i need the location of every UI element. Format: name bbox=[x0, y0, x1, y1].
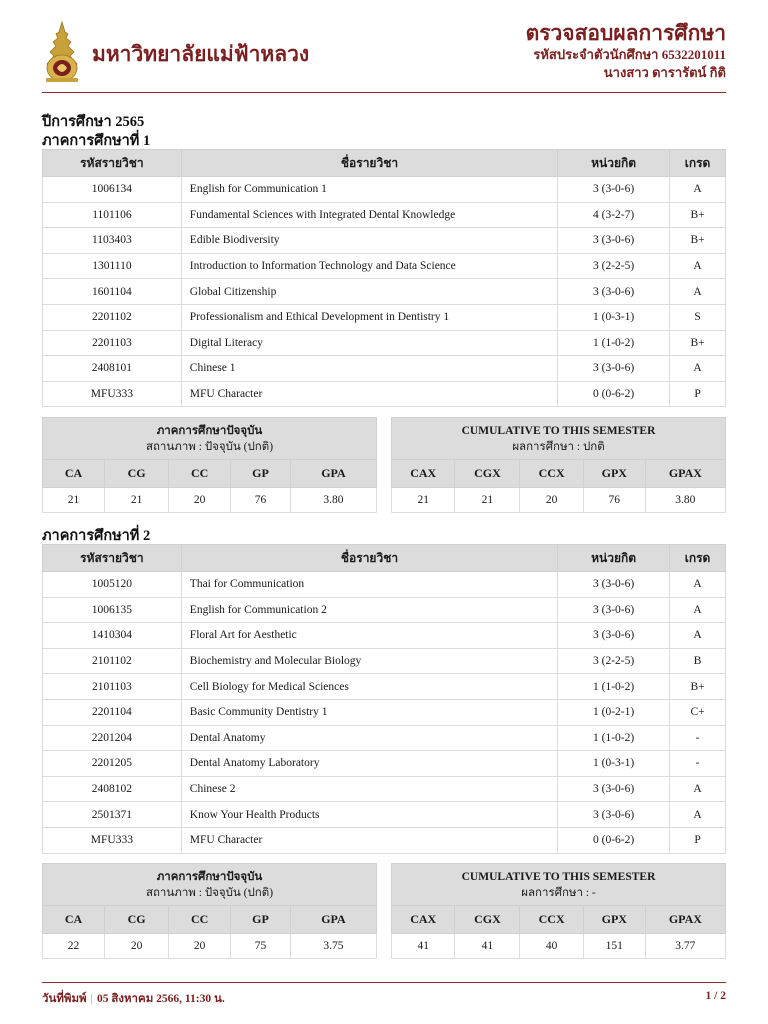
course-grade: - bbox=[670, 751, 726, 777]
summary-value: 22 bbox=[43, 934, 105, 959]
summary-col-header: GP bbox=[231, 460, 291, 488]
table-row bbox=[43, 381, 726, 407]
summary-header bbox=[43, 418, 377, 460]
table-row bbox=[43, 202, 726, 228]
table-row bbox=[43, 725, 726, 751]
semester-1-cumulative-summary bbox=[391, 417, 726, 513]
student-name: นางสาว ดารารัตน์ กิติ bbox=[603, 65, 726, 80]
summary-value: 21 bbox=[455, 488, 520, 513]
table-row bbox=[43, 304, 726, 330]
table-row bbox=[43, 648, 726, 674]
course-code: 1103403 bbox=[43, 228, 182, 254]
course-code: 1101106 bbox=[43, 202, 182, 228]
summary-values-row bbox=[43, 488, 377, 513]
academic-year-heading: ปีการศึกษา 2565 bbox=[42, 114, 145, 130]
summary-value: 75 bbox=[231, 934, 291, 959]
summary-col-header: CAX bbox=[392, 906, 455, 934]
course-code: 1410304 bbox=[43, 623, 182, 649]
semester-1-course-table bbox=[42, 149, 726, 407]
table-row bbox=[43, 177, 726, 203]
course-name: Chinese 1 bbox=[181, 356, 557, 382]
table-row bbox=[43, 776, 726, 802]
summary-col-header: CGX bbox=[455, 906, 520, 934]
footer-separator: | bbox=[90, 993, 93, 1005]
summary-col-header: CA bbox=[43, 460, 105, 488]
summary-status: สถานภาพ : ปัจจุบัน (ปกติ) bbox=[145, 440, 274, 453]
course-name: MFU Character bbox=[181, 827, 557, 853]
summary-col-header: CC bbox=[169, 906, 231, 934]
semester-2-course-table bbox=[42, 544, 726, 854]
print-date-value: 05 สิงหาคม 2566, 11:30 น. bbox=[96, 993, 225, 1005]
summary-title: CUMULATIVE TO THIS SEMESTER bbox=[461, 870, 656, 883]
table-row bbox=[43, 802, 726, 828]
course-grade: S bbox=[670, 304, 726, 330]
summary-col-header: GPX bbox=[583, 460, 645, 488]
summary-value: 21 bbox=[392, 488, 455, 513]
university-name: มหาวิทยาลัยแม่ฟ้าหลวง bbox=[92, 42, 310, 66]
summary-value: 20 bbox=[104, 934, 168, 959]
course-code: 1005120 bbox=[43, 572, 182, 598]
table-row bbox=[43, 330, 726, 356]
summary-value: 3.77 bbox=[645, 934, 725, 959]
course-code: 2201204 bbox=[43, 725, 182, 751]
col-header-code: รหัสรายวิชา bbox=[43, 150, 182, 177]
course-credit: 3 (2-2-5) bbox=[558, 648, 670, 674]
document-title: ตรวจสอบผลการศึกษา bbox=[525, 21, 726, 45]
course-credit: 1 (0-2-1) bbox=[558, 699, 670, 725]
summary-col-header: CC bbox=[169, 460, 231, 488]
course-name: Introduction to Information Technology and Data Science bbox=[181, 253, 557, 279]
summary-title: ภาคการศึกษาปัจจุบัน bbox=[156, 424, 263, 437]
summary-title: ภาคการศึกษาปัจจุบัน bbox=[156, 870, 263, 883]
course-code: 2101103 bbox=[43, 674, 182, 700]
summary-value: 21 bbox=[104, 488, 168, 513]
summary-header bbox=[43, 864, 377, 906]
course-credit: 1 (0-3-1) bbox=[558, 751, 670, 777]
course-code: 1301110 bbox=[43, 253, 182, 279]
course-name: Floral Art for Aesthetic bbox=[181, 623, 557, 649]
course-name: Thai for Communication bbox=[181, 572, 557, 598]
summary-values-row bbox=[392, 934, 726, 959]
summary-col-header: GPAX bbox=[645, 906, 725, 934]
course-code: 2408101 bbox=[43, 356, 182, 382]
table-row bbox=[43, 356, 726, 382]
course-grade: A bbox=[670, 623, 726, 649]
course-code: 1006135 bbox=[43, 597, 182, 623]
course-grade: P bbox=[670, 381, 726, 407]
course-grade: B bbox=[670, 648, 726, 674]
course-grade: - bbox=[670, 725, 726, 751]
table-row bbox=[43, 228, 726, 254]
course-code: 2201205 bbox=[43, 751, 182, 777]
summary-values-row bbox=[392, 488, 726, 513]
course-table-header bbox=[43, 150, 726, 177]
table-row bbox=[43, 674, 726, 700]
summary-value: 20 bbox=[169, 488, 231, 513]
summary-col-header: GP bbox=[231, 906, 291, 934]
course-grade: A bbox=[670, 253, 726, 279]
course-grade: B+ bbox=[670, 330, 726, 356]
summary-status: ผลการศึกษา : ปกติ bbox=[512, 440, 605, 453]
table-row bbox=[43, 751, 726, 777]
course-credit: 3 (3-0-6) bbox=[558, 776, 670, 802]
summary-status: สถานภาพ : ปัจจุบัน (ปกติ) bbox=[145, 886, 274, 899]
col-header-name: ชื่อรายวิชา bbox=[181, 150, 557, 177]
semester-2-heading: ภาคการศึกษาที่ 2 bbox=[42, 528, 151, 544]
summary-value: 20 bbox=[169, 934, 231, 959]
table-row bbox=[43, 572, 726, 598]
table-row bbox=[43, 279, 726, 305]
course-code: 2201102 bbox=[43, 304, 182, 330]
course-grade: B+ bbox=[670, 674, 726, 700]
summary-value: 3.80 bbox=[645, 488, 725, 513]
summary-status: ผลการศึกษา : - bbox=[521, 886, 596, 899]
print-date-line bbox=[42, 990, 225, 1008]
course-credit: 3 (3-0-6) bbox=[558, 623, 670, 649]
course-credit: 4 (3-2-7) bbox=[558, 202, 670, 228]
summary-value: 21 bbox=[43, 488, 105, 513]
course-grade: B+ bbox=[670, 228, 726, 254]
col-header-code: รหัสรายวิชา bbox=[43, 545, 182, 572]
course-name: Dental Anatomy bbox=[181, 725, 557, 751]
summary-col-header: CA bbox=[43, 906, 105, 934]
course-credit: 1 (1-0-2) bbox=[558, 725, 670, 751]
course-code: 1006134 bbox=[43, 177, 182, 203]
summary-value: 3.75 bbox=[290, 934, 376, 959]
semester-1-heading: ภาคการศึกษาที่ 1 bbox=[42, 133, 151, 149]
semester-1-current-summary bbox=[42, 417, 377, 513]
summary-col-header: CGX bbox=[455, 460, 520, 488]
course-code: 2408102 bbox=[43, 776, 182, 802]
university-logo bbox=[40, 20, 84, 84]
summary-value: 76 bbox=[583, 488, 645, 513]
course-name: Basic Community Dentistry 1 bbox=[181, 699, 557, 725]
student-id: รหัสประจำตัวนักศึกษา 6532201011 bbox=[533, 47, 726, 62]
summary-value: 40 bbox=[520, 934, 583, 959]
course-credit: 3 (3-0-6) bbox=[558, 177, 670, 203]
course-name: Professionalism and Ethical Development in Dentistry 1 bbox=[181, 304, 557, 330]
course-credit: 1 (0-3-1) bbox=[558, 304, 670, 330]
summary-value: 41 bbox=[455, 934, 520, 959]
course-credit: 3 (3-0-6) bbox=[558, 228, 670, 254]
course-credit: 1 (1-0-2) bbox=[558, 674, 670, 700]
col-header-grade: เกรด bbox=[670, 545, 726, 572]
summary-col-header: CCX bbox=[520, 906, 583, 934]
page-number: 1 / 2 bbox=[705, 990, 726, 1002]
col-header-name: ชื่อรายวิชา bbox=[181, 545, 557, 572]
course-credit: 3 (3-0-6) bbox=[558, 802, 670, 828]
course-name: Global Citizenship bbox=[181, 279, 557, 305]
course-name: Know Your Health Products bbox=[181, 802, 557, 828]
course-grade: B+ bbox=[670, 202, 726, 228]
course-grade: P bbox=[670, 827, 726, 853]
course-grade: A bbox=[670, 572, 726, 598]
table-row bbox=[43, 699, 726, 725]
summary-value: 20 bbox=[520, 488, 583, 513]
col-header-credit: หน่วยกิต bbox=[558, 545, 670, 572]
summary-col-header: CCX bbox=[520, 460, 583, 488]
summary-col-header: GPA bbox=[290, 906, 376, 934]
course-credit: 3 (3-0-6) bbox=[558, 597, 670, 623]
footer-divider bbox=[42, 982, 726, 983]
course-code: MFU333 bbox=[43, 827, 182, 853]
table-row bbox=[43, 623, 726, 649]
course-name: Fundamental Sciences with Integrated Dental Knowledge bbox=[181, 202, 557, 228]
course-name: English for Communication 2 bbox=[181, 597, 557, 623]
course-name: Digital Literacy bbox=[181, 330, 557, 356]
course-credit: 3 (2-2-5) bbox=[558, 253, 670, 279]
course-name: Edible Biodiversity bbox=[181, 228, 557, 254]
course-credit: 3 (3-0-6) bbox=[558, 572, 670, 598]
summary-col-header: GPA bbox=[290, 460, 376, 488]
course-code: 2501371 bbox=[43, 802, 182, 828]
course-name: Cell Biology for Medical Sciences bbox=[181, 674, 557, 700]
summary-value: 76 bbox=[231, 488, 291, 513]
col-header-credit: หน่วยกิต bbox=[558, 150, 670, 177]
course-grade: A bbox=[670, 177, 726, 203]
course-credit: 3 (3-0-6) bbox=[558, 356, 670, 382]
course-credit: 3 (3-0-6) bbox=[558, 279, 670, 305]
summary-col-header: CAX bbox=[392, 460, 455, 488]
course-credit: 1 (1-0-2) bbox=[558, 330, 670, 356]
table-row bbox=[43, 827, 726, 853]
summary-col-header: CG bbox=[104, 460, 168, 488]
summary-col-header: CG bbox=[104, 906, 168, 934]
course-grade: A bbox=[670, 776, 726, 802]
col-header-grade: เกรด bbox=[670, 150, 726, 177]
semester-2-current-summary bbox=[42, 863, 377, 959]
course-code: 2201104 bbox=[43, 699, 182, 725]
course-code: 1601104 bbox=[43, 279, 182, 305]
summary-value: 41 bbox=[392, 934, 455, 959]
course-name: Dental Anatomy Laboratory bbox=[181, 751, 557, 777]
course-grade: C+ bbox=[670, 699, 726, 725]
course-name: Biochemistry and Molecular Biology bbox=[181, 648, 557, 674]
course-name: Chinese 2 bbox=[181, 776, 557, 802]
header-divider bbox=[42, 92, 726, 93]
course-grade: A bbox=[670, 279, 726, 305]
summary-value: 151 bbox=[583, 934, 645, 959]
summary-title: CUMULATIVE TO THIS SEMESTER bbox=[461, 424, 656, 437]
course-name: MFU Character bbox=[181, 381, 557, 407]
course-table-header bbox=[43, 545, 726, 572]
course-credit: 0 (0-6-2) bbox=[558, 381, 670, 407]
course-code: 2201103 bbox=[43, 330, 182, 356]
summary-values-row bbox=[43, 934, 377, 959]
course-code: MFU333 bbox=[43, 381, 182, 407]
table-row bbox=[43, 253, 726, 279]
course-code: 2101102 bbox=[43, 648, 182, 674]
course-credit: 0 (0-6-2) bbox=[558, 827, 670, 853]
summary-header bbox=[392, 418, 726, 460]
course-grade: A bbox=[670, 802, 726, 828]
summary-value: 3.80 bbox=[290, 488, 376, 513]
summary-header bbox=[392, 864, 726, 906]
summary-col-header: GPAX bbox=[645, 460, 725, 488]
summary-col-header: GPX bbox=[583, 906, 645, 934]
course-grade: A bbox=[670, 356, 726, 382]
semester-2-cumulative-summary bbox=[391, 863, 726, 959]
table-row bbox=[43, 597, 726, 623]
course-name: English for Communication 1 bbox=[181, 177, 557, 203]
print-date-label: วันที่พิมพ์ bbox=[42, 993, 87, 1005]
course-grade: A bbox=[670, 597, 726, 623]
